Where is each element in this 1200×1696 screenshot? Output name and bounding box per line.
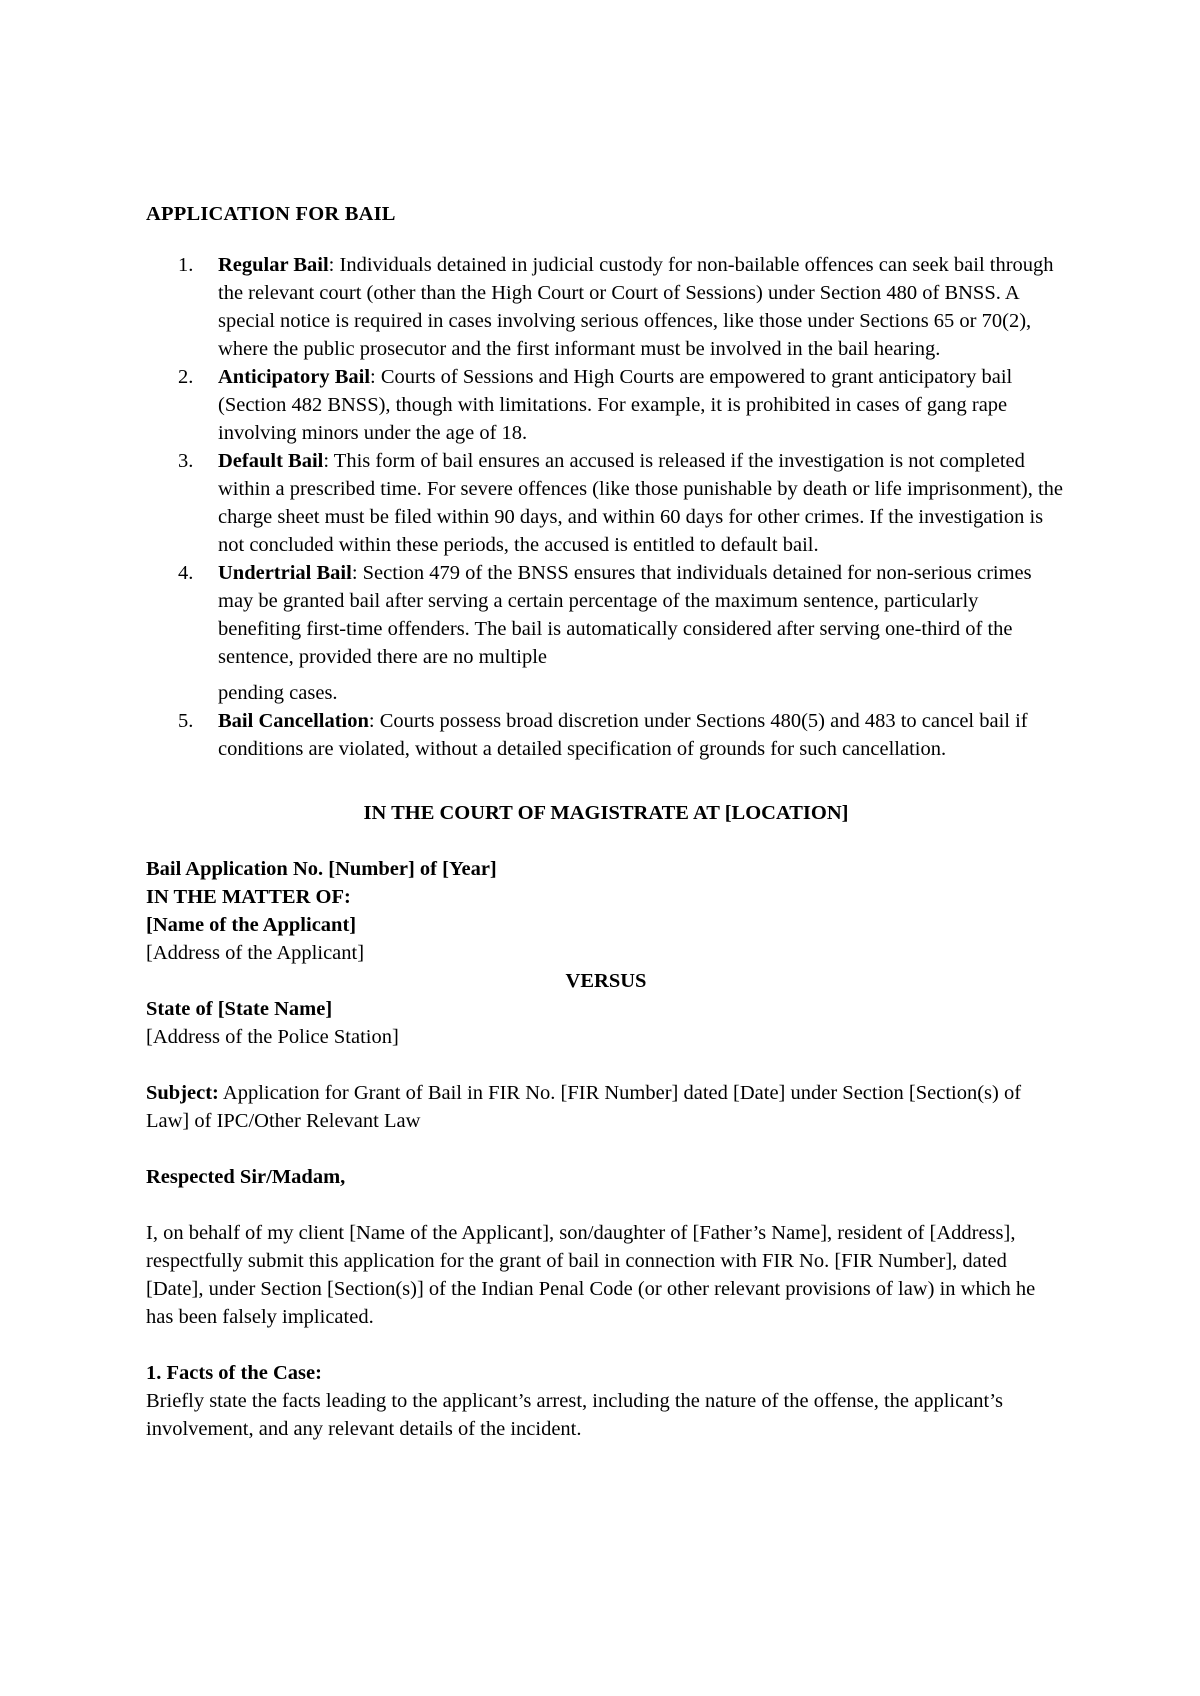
case-block (146, 855, 1066, 1051)
bail-type-text: : Courts possess broad discretion under Sections 480(5) and 483 to cancel bail if conditions are violated, without a detailed specification of grounds for such cancellation. (218, 710, 1028, 760)
bail-type-label: Default Bail (218, 450, 324, 472)
list-item (146, 363, 1066, 447)
bail-type-text: : Courts of Sessions and High Courts are empowered to grant anticipatory bail (Section 482 BNSS), though with limitations. For example, it is prohibited in cases of gang rape involving minors under the age of 18. (218, 366, 1013, 444)
body-paragraph: I, on behalf of my client [Name of the Applicant], son/daughter of [Father’s Name], resident of [Address], respectfully submit this application for the grant of bail in connection with FIR No. [FIR Number], dated [Date], under Section [Section(s)] of the Indian Penal Code (or other relevant provisions of law) in which he has been falsely implicated. (146, 1222, 1036, 1328)
application-number: Bail Application No. [Number] of [Year] (146, 858, 497, 880)
applicant-address: [Address of the Applicant] (146, 942, 365, 964)
versus-heading: VERSUS (565, 970, 647, 992)
facts-text: Briefly state the facts leading to the applicant’s arrest, including the nature of the offense, the applicant’s involvement, and any relevant details of the incident. (146, 1390, 1003, 1440)
bail-type-label: Anticipatory Bail (218, 366, 371, 388)
subject-label: Subject: (146, 1082, 219, 1104)
salutation: Respected Sir/Madam, (146, 1166, 346, 1188)
bail-type-text: : Individuals detained in judicial custody for non-bailable offences can seek bail through the relevant court (other than the High Court or Court of Sessions) under Section 480 of BNSS. A special notice is required in cases involving serious offences, like those under Sections 65 or 70(2), where the public prosecutor and the first informant must be involved in the bail hearing. (218, 254, 1054, 360)
bail-type-label: Bail Cancellation (218, 710, 369, 732)
list-number: 4. (178, 562, 194, 584)
list-item (146, 251, 1066, 363)
list-item (146, 707, 1066, 763)
bail-types-list (146, 251, 1066, 763)
bail-type-text: : Section 479 of the BNSS ensures that individuals detained for non-serious crimes may be granted bail after serving a certain percentage of the maximum sentence, particularly benefiting first-time offenders. The bail is automatically considered after serving one-third of the sentence, provided there are no multiple (218, 562, 1032, 668)
bail-type-text: : This form of bail ensures an accused is released if the investigation is not completed within a prescribed time. For severe offences (like those punishable by death or life imprisonment), the charge sheet must be filed within 90 days, and within 60 days for other crimes. If the investigation is not concluded within these periods, the accused is entitled to default bail. (218, 450, 1064, 556)
list-number: 1. (178, 254, 194, 276)
in-the-matter-heading: IN THE MATTER OF: (146, 886, 351, 908)
subject-line (146, 1079, 1066, 1135)
bail-type-text-tail: pending cases. (218, 682, 338, 704)
list-number: 5. (178, 710, 194, 732)
document-page (146, 200, 1066, 1443)
respondent-address: [Address of the Police Station] (146, 1026, 399, 1048)
bail-type-label: Undertrial Bail (218, 562, 352, 584)
list-number: 3. (178, 450, 194, 472)
bail-type-label: Regular Bail (218, 254, 329, 276)
court-heading: IN THE COURT OF MAGISTRATE AT [LOCATION] (363, 802, 849, 824)
document-title: APPLICATION FOR BAIL (146, 203, 396, 225)
list-number: 2. (178, 366, 194, 388)
list-item (146, 447, 1066, 559)
applicant-name: [Name of the Applicant] (146, 914, 357, 936)
list-item (146, 559, 1066, 707)
respondent-name: State of [State Name] (146, 998, 333, 1020)
facts-heading: 1. Facts of the Case: (146, 1362, 322, 1384)
subject-text: Application for Grant of Bail in FIR No. [FIR Number] dated [Date] under Section [Section(s) of Law] of IPC/Other Relevant Law (146, 1082, 1022, 1132)
